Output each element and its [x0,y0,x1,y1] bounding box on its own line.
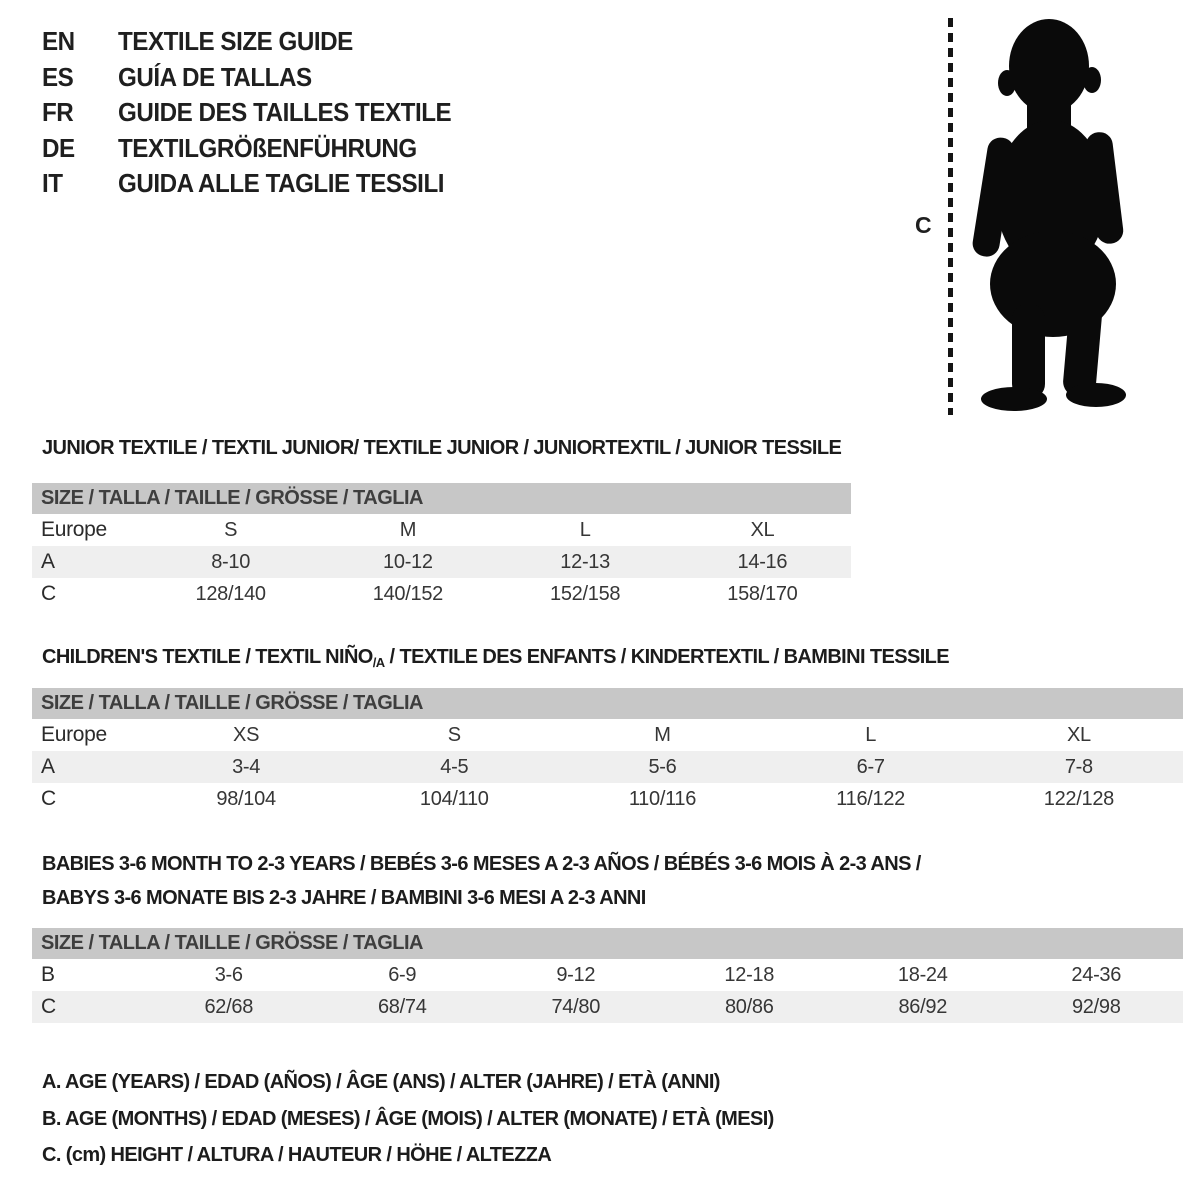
cell: 24-36 [1071,963,1122,986]
table-row-height [32,783,1183,815]
children-heading-subscript: /A [372,655,385,670]
table-row-age [32,751,1183,783]
babies-heading-line1: BABIES 3-6 MONTH TO 2-3 YEARS / BEBÉS 3-6 MESES A 2-3 AÑOS / BÉBÉS 3-6 MOIS À 2-3 ANS / [42,853,921,875]
row-label: A [41,755,55,778]
baby-silhouette-icon [963,14,1135,414]
cell: L [865,723,877,746]
cell: 86/92 [898,995,948,1018]
legend-line-b: B. AGE (MONTHS) / EDAD (MESES) / ÂGE (MOIS) / ALTER (MONATE) / ETÀ (MESI) [42,1107,774,1130]
cell: 12-13 [560,550,610,573]
cell: 74/80 [551,995,601,1018]
legend-line-c: C. (cm) HEIGHT / ALTURA / HAUTEUR / HÖHE / ALTEZZA [42,1144,552,1166]
cell: 128/140 [195,582,266,605]
cell: 6-9 [388,963,417,986]
size-header-bar: SIZE / TALLA / TAILLE / GRÖSSE / TAGLIA [32,483,851,514]
cell: 7-8 [1064,755,1093,778]
children-size-table [32,688,1183,815]
height-measure-label: C [915,212,932,238]
cell: 152/158 [550,582,621,605]
table-row-age [32,546,851,578]
junior-size-table [32,483,851,610]
babies-size-table [32,928,1183,1023]
cell: 3-6 [214,963,243,986]
cell: M [399,518,417,541]
babies-heading-line2: BABYS 3-6 MONATE BIS 2-3 JAHRE / BAMBINI 3-6 MESI A 2-3 ANNI [42,887,646,909]
children-section-heading [42,646,949,670]
table-row-height [32,578,851,610]
cell: 92/98 [1071,995,1121,1018]
table-row-age-months [32,959,1183,991]
row-label: B [41,963,55,986]
cell: XS [233,723,260,746]
language-title: TEXTILE SIZE GUIDE [118,26,353,57]
cell: 18-24 [897,963,948,986]
language-title: GUIDA ALLE TAGLIE TESSILI [118,168,445,199]
cell: S [447,723,461,746]
table-row-europe [32,514,851,546]
table-row-europe [32,719,1183,751]
children-heading-text: CHILDREN'S TEXTILE / TEXTIL NIÑO [42,646,373,668]
size-header-row [32,928,1183,959]
cell: 14-16 [737,550,788,573]
cell: 104/110 [419,787,489,810]
cell: 116/122 [836,787,906,810]
row-label: C [41,582,56,605]
language-row-fr [42,95,476,131]
cell: 158/170 [727,582,798,605]
cell: L [579,518,591,541]
cell: 122/128 [1043,787,1114,810]
language-title: TEXTILGRÖßENFÜHRUNG [118,132,417,163]
language-row-en [42,24,476,60]
cell: 5-6 [648,755,677,778]
cell: 8-10 [211,550,251,573]
size-header-row [32,483,851,514]
babies-section-heading [42,847,921,915]
cell: S [224,518,238,541]
size-header-bar: SIZE / TALLA / TAILLE / GRÖSSE / TAGLIA [32,688,1183,719]
cell: 110/116 [628,787,697,810]
cell: 12-18 [724,963,775,986]
cell: 68/74 [377,995,427,1018]
cell: M [654,723,671,746]
size-header-row [32,688,1183,719]
language-code: DE [42,132,75,163]
row-label: C [41,995,56,1018]
cell: 140/152 [372,582,443,605]
row-label: C [41,787,56,810]
junior-section-heading: JUNIOR TEXTILE / TEXTIL JUNIOR/ TEXTILE JUNIOR / JUNIORTEXTIL / JUNIOR TESSILE [42,437,842,459]
legend [42,1064,774,1174]
language-row-de [42,131,476,167]
cell: 9-12 [556,963,596,986]
cell: 10-12 [383,550,433,573]
language-row-it [42,166,476,202]
row-label: A [41,550,55,573]
cell: 3-4 [232,755,261,778]
cell: 98/104 [216,787,276,810]
children-heading-text: / TEXTILE DES ENFANTS / KINDERTEXTIL / BAMBINI TESSILE [384,646,950,668]
language-code: IT [42,168,63,199]
language-code: FR [42,97,74,128]
cell: XL [1066,723,1091,746]
cell: 4-5 [440,755,469,778]
language-code: ES [42,61,74,92]
language-code: EN [42,26,75,57]
table-row-height [32,991,1183,1023]
legend-line-a: A. AGE (YEARS) / EDAD (AÑOS) / ÂGE (ANS) / ALTER (JAHRE) / ETÀ (ANNI) [42,1071,720,1093]
language-row-es [42,60,476,96]
cell: 62/68 [204,995,254,1018]
language-title: GUÍA DE TALLAS [118,61,312,92]
cell: 80/86 [724,995,774,1018]
height-dashed-line [948,18,953,415]
cell: 6-7 [856,755,885,778]
language-title: GUIDE DES TAILLES TEXTILE [118,97,452,128]
row-label: Europe [41,723,107,746]
size-header-bar: SIZE / TALLA / TAILLE / GRÖSSE / TAGLIA [32,928,1183,959]
cell: XL [750,518,775,541]
row-label: Europe [41,518,107,541]
language-list [42,24,476,202]
